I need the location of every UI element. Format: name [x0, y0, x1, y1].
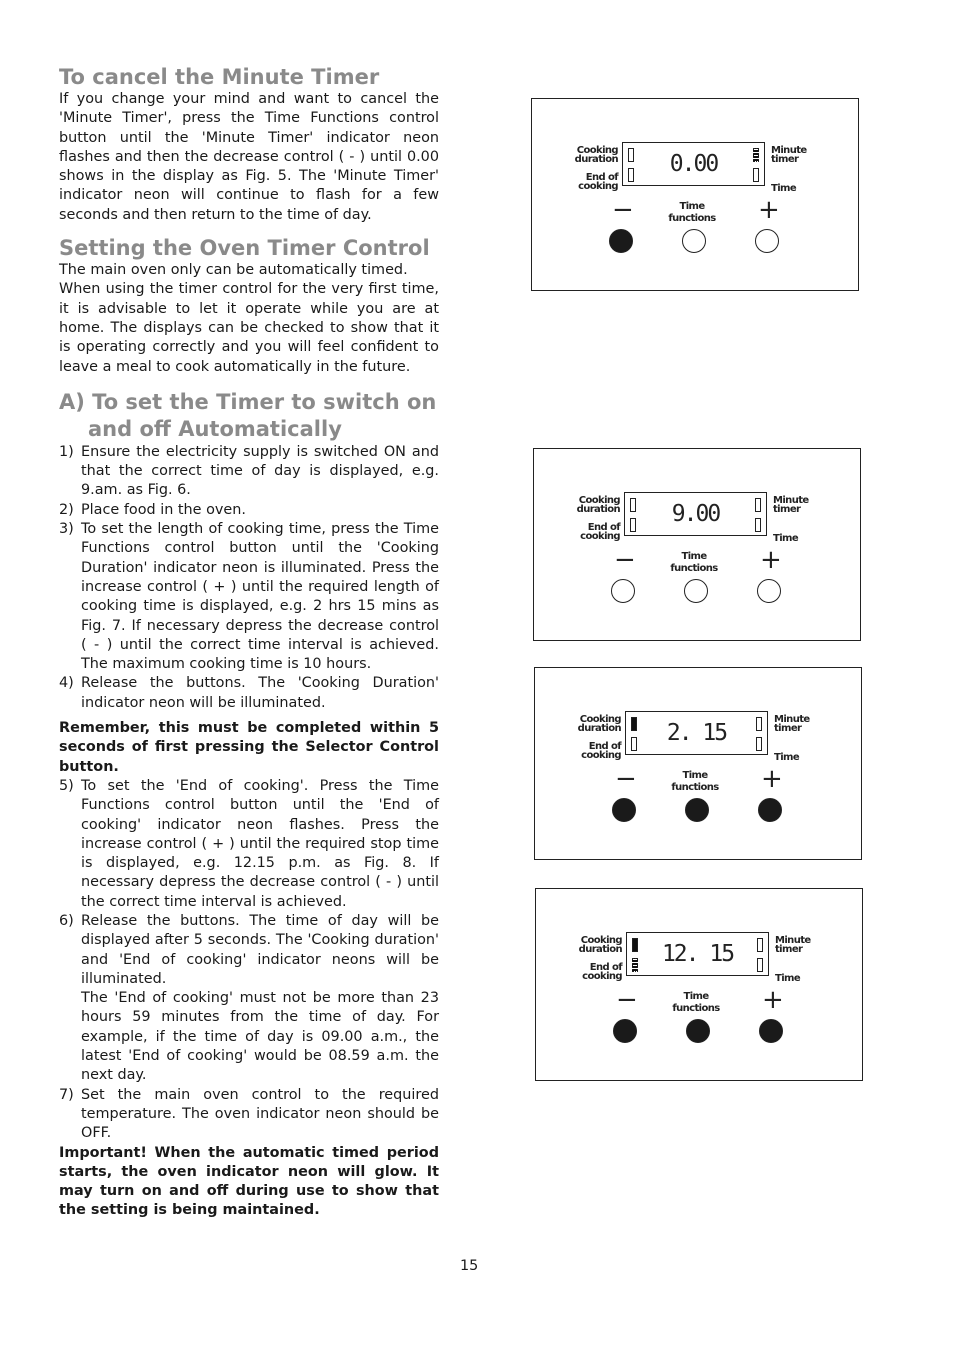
- step-text: To set the 'End of cooking'. Press the Time Functions control button until the 'End of cooking' indicator neon flashes. Press the increase control ( + ) until the required stop time is displayed, e.g. 12.15 p.m. as Fig. 8. If necessary depress the decrease control ( - ) until the correct time interval is achieved.: [81, 777, 439, 910]
- label-minute-timer: [773, 496, 809, 514]
- label-time-fn: Time: [681, 551, 707, 562]
- decrease-sign: −: [616, 985, 638, 1015]
- label-cooking-duration: [572, 146, 618, 164]
- label-functions: functions: [670, 563, 718, 574]
- timer-display: [625, 711, 768, 755]
- time-neon: [757, 958, 763, 972]
- label-functions: functions: [668, 213, 716, 224]
- step-item: [59, 777, 439, 912]
- step-number: 5): [59, 777, 74, 794]
- step-text: To set the length of cooking time, press the Time Functions control button until the 'Cooking Duration' indicator neon is illuminated. Press the increase control ( + ) until the required length of cooking time is displayed, e.g. 2 hrs 15 mins as Fig. 7. If necessary depress the decrease control ( - ) until the correct time interval is achieved. The maximum cooking time is 10 hours.: [81, 521, 439, 673]
- timer-display: [626, 932, 769, 976]
- step-text: Release the buttons. The time of day will be displayed after 5 seconds. The 'Cooking duration' and 'End of cooking' indicator neons will be illuminated.: [81, 912, 439, 987]
- label-cooking: Cooking: [576, 145, 618, 156]
- label-duration: duration: [578, 944, 622, 955]
- label-duration: duration: [577, 723, 621, 734]
- increase-button[interactable]: [757, 579, 781, 603]
- label-end-of-cooking: [576, 963, 622, 981]
- label-time: Time: [771, 183, 797, 194]
- label-minute: Minute: [774, 714, 810, 725]
- increase-sign: +: [760, 545, 782, 575]
- decrease-button[interactable]: [613, 1019, 637, 1043]
- minute-timer-neon: [756, 717, 762, 731]
- label-cooking: Cooking: [578, 495, 620, 506]
- time-neon: [755, 518, 761, 532]
- step-item: [59, 520, 439, 674]
- heading-auto-timer: [59, 389, 439, 443]
- label-end-of: End of: [589, 962, 622, 973]
- label-cooking-duration: [574, 496, 620, 514]
- label-cooking-duration: [576, 936, 622, 954]
- time-neon: [753, 168, 759, 182]
- increase-sign: +: [758, 195, 780, 225]
- step-item: [59, 674, 439, 713]
- step-number: 1): [59, 443, 74, 460]
- step-extra-text: The 'End of cooking' must not be more than 23 hours 59 minutes from the time of day. For example, if the time of day is 09.00 a.m., the latest 'End of cooking' would be 08.59 a.m. the next day.: [81, 990, 439, 1084]
- label-time-fn: Time: [683, 991, 709, 1002]
- step-item: [59, 912, 439, 1086]
- heading-setting-oven-timer: Setting the Oven Timer Control: [59, 236, 430, 261]
- label-time-functions: [665, 770, 725, 794]
- step-number: 7): [59, 1086, 74, 1103]
- label-minute-timer: [775, 936, 811, 954]
- label-functions: functions: [672, 1003, 720, 1014]
- timer-panel-figure: [534, 667, 862, 860]
- label-functions: functions: [671, 782, 719, 793]
- label-time: Time: [774, 752, 800, 763]
- heading-auto-timer-line2: and off Automatically: [88, 416, 342, 441]
- label-cooking-2: cooking: [578, 181, 618, 192]
- label-end-of-cooking: [574, 523, 620, 541]
- display-time: 2. 15: [666, 720, 727, 746]
- time-functions-button[interactable]: [682, 229, 706, 253]
- remember-note: Remember, this must be completed within 5 seconds of first pressing the Selector Control button.: [59, 720, 439, 775]
- label-end-of: End of: [588, 741, 621, 752]
- display-time: 0.00: [669, 151, 718, 177]
- heading-cancel-minute-timer: To cancel the Minute Timer: [59, 65, 380, 89]
- label-cooking: Cooking: [580, 935, 622, 946]
- step-item: [59, 443, 439, 501]
- important-note: Important! When the automatic timed period starts, the oven indicator neon will glow. It may turn on and off during use to show that the setting is being maintained.: [59, 1144, 439, 1219]
- timer-panel-figure: [535, 888, 863, 1081]
- step-text: Place food in the oven.: [81, 501, 246, 518]
- label-timer: timer: [771, 154, 799, 165]
- step-text: Set the main oven control to the required temperature. The oven indicator neon should be OFF.: [81, 1086, 439, 1142]
- label-time: Time: [775, 973, 801, 984]
- step-number: 2): [59, 501, 74, 518]
- timer-display: [622, 142, 765, 186]
- steps-list-a: [59, 443, 439, 713]
- steps-list-b: [59, 777, 439, 1144]
- label-time-fn: Time: [679, 201, 705, 212]
- label-time-functions: [664, 551, 724, 575]
- decrease-sign: −: [614, 545, 636, 575]
- time-functions-button[interactable]: [685, 798, 709, 822]
- label-time-functions: [662, 201, 722, 225]
- step-text: Ensure the electricity supply is switched ON and that the correct time of day is displayed, e.g. 9.am. as Fig. 6.: [81, 443, 439, 499]
- label-time-fn: Time: [682, 770, 708, 781]
- decrease-button[interactable]: [612, 798, 636, 822]
- setting-paragraph-1: The main oven only can be automatically timed.: [59, 262, 408, 279]
- label-end-of: End of: [587, 522, 620, 533]
- step-number: 4): [59, 675, 74, 692]
- decrease-sign: −: [615, 764, 637, 794]
- step-item: [59, 1086, 439, 1144]
- cancel-paragraph: If you change your mind and want to cancel the 'Minute Timer', press the Time Functions control button until the 'Minute Timer' indicator neon flashes and then the decrease control ( - ) until 0.00 shows in the display as Fig. 5. The 'Minute Timer' indicator neon will continue to flash for a few seconds and then return to the time of day.: [59, 91, 439, 223]
- label-cooking-2: cooking: [580, 531, 620, 542]
- label-timer: timer: [775, 944, 803, 955]
- display-time: 12. 15: [661, 941, 734, 967]
- timer-display: [624, 492, 767, 536]
- label-timer: timer: [774, 723, 802, 734]
- increase-button[interactable]: [759, 1019, 783, 1043]
- increase-button[interactable]: [758, 798, 782, 822]
- step-number: 6): [59, 912, 74, 929]
- label-cooking-duration: [575, 715, 621, 733]
- label-cooking-2: cooking: [582, 971, 622, 982]
- minute-timer-neon: [753, 148, 759, 162]
- decrease-sign: −: [612, 195, 634, 225]
- label-time-functions: [666, 991, 726, 1015]
- time-functions-button[interactable]: [686, 1019, 710, 1043]
- label-timer: timer: [773, 504, 801, 515]
- minute-timer-neon: [755, 498, 761, 512]
- timer-panel-figure: [531, 98, 859, 291]
- step-text: Release the buttons. The 'Cooking Duration' indicator neon will be illuminated.: [81, 675, 439, 711]
- label-end-of: End of: [585, 172, 618, 183]
- display-time: 9.00: [671, 501, 720, 527]
- label-cooking-2: cooking: [581, 750, 621, 761]
- label-minute-timer: [774, 715, 810, 733]
- label-duration: duration: [574, 154, 618, 165]
- time-functions-button[interactable]: [684, 579, 708, 603]
- label-end-of-cooking: [572, 173, 618, 191]
- label-cooking: Cooking: [579, 714, 621, 725]
- setting-paragraph-2: When using the timer control for the very first time, it is advisable to let it operate while you are at home. The displays can be checked to show that it is operating correctly and you will feel confident to leave a meal to cook automatically in the future.: [59, 281, 439, 375]
- time-neon: [756, 737, 762, 751]
- timer-panel-figure: [533, 448, 861, 641]
- label-minute: Minute: [775, 935, 811, 946]
- step-item: [59, 501, 439, 520]
- page-number: 15: [460, 1258, 479, 1274]
- label-end-of-cooking: [575, 742, 621, 760]
- increase-button[interactable]: [755, 229, 779, 253]
- label-minute: Minute: [771, 145, 807, 156]
- step-number: 3): [59, 521, 74, 538]
- text-column: [59, 64, 439, 1221]
- increase-sign: +: [761, 764, 783, 794]
- increase-sign: +: [762, 985, 784, 1015]
- minute-timer-neon: [757, 938, 763, 952]
- label-minute-timer: [771, 146, 807, 164]
- decrease-button[interactable]: [611, 579, 635, 603]
- heading-auto-timer-line1: A) To set the Timer to switch on: [59, 389, 437, 414]
- label-minute: Minute: [773, 495, 809, 506]
- label-duration: duration: [576, 504, 620, 515]
- decrease-button[interactable]: [609, 229, 633, 253]
- label-time: Time: [773, 533, 799, 544]
